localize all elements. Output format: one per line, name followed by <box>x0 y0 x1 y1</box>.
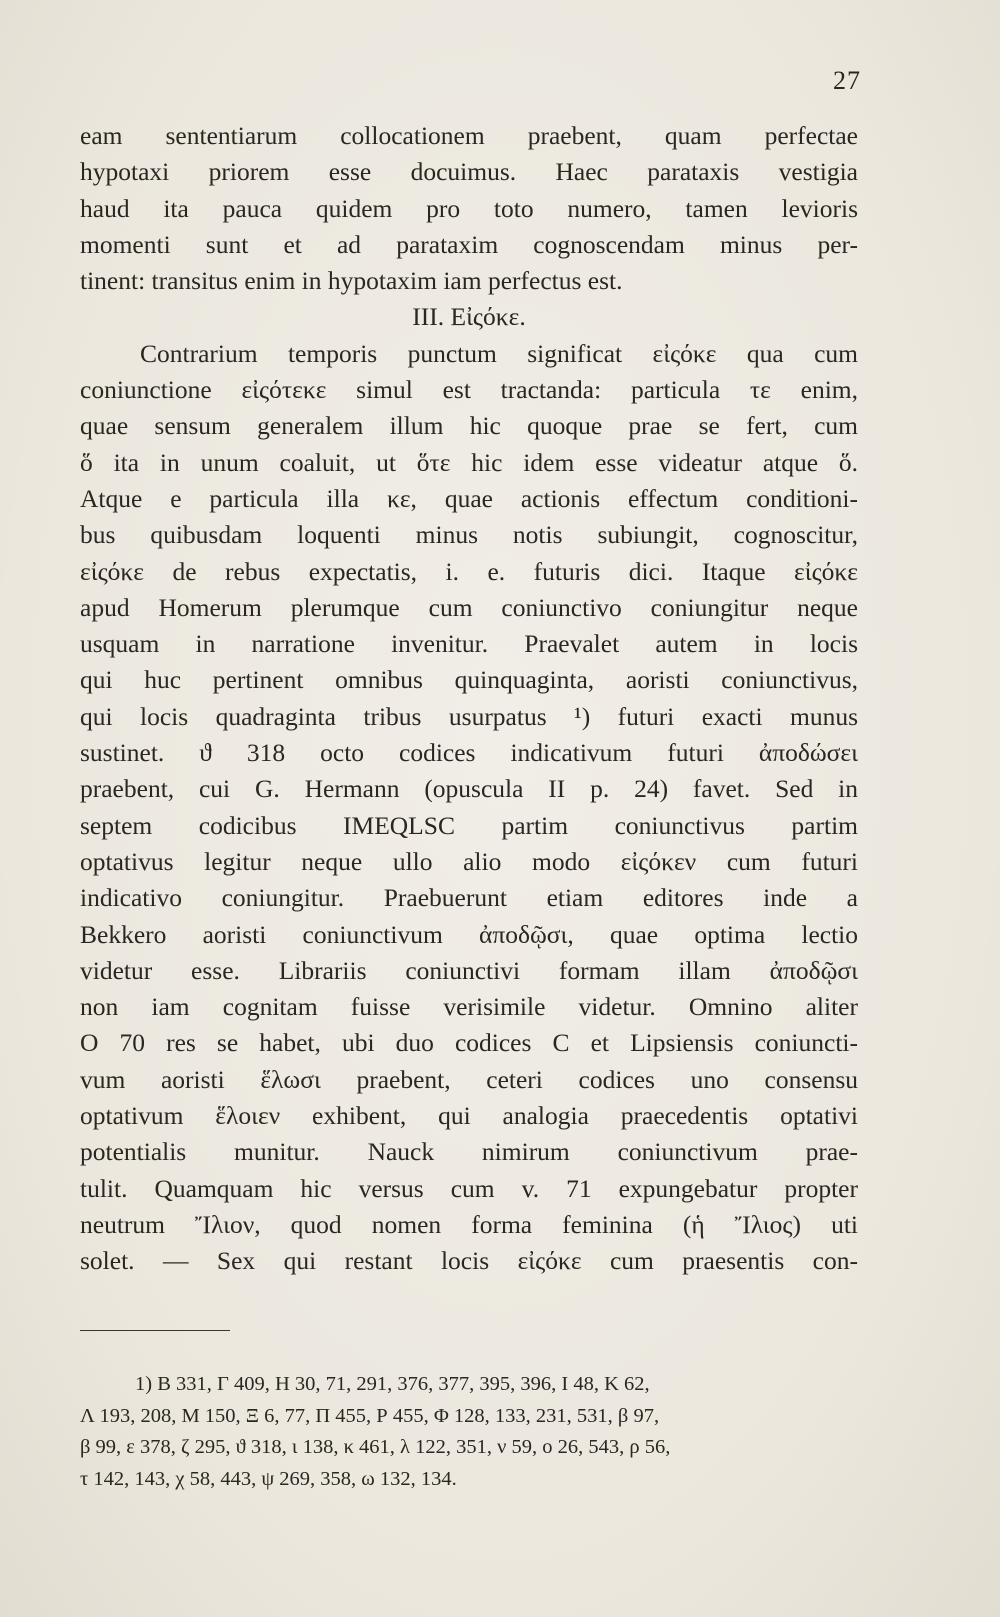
text-line: haud ita pauca quidem pro toto numero, tamen levioris <box>80 193 858 223</box>
text-line: potentialis munitur. Nauck nimirum coniunctivum prae- <box>80 1137 858 1167</box>
text-line: qui locis quadraginta tribus usurpatus ¹) futuri exacti munus <box>80 701 858 731</box>
text-line: tulit. Quamquam hic versus cum v. 71 expungebatur propter <box>80 1173 858 1203</box>
text-line: usquam in narratione invenitur. Praevalet autem in locis <box>80 629 858 659</box>
text-line: eam sententiarum collocationem praebent, quam perfectae <box>80 121 858 150</box>
text-line: qui huc pertinent omnibus quinquaginta, aoristi coniunctivus, <box>80 665 858 695</box>
text-line: hypotaxi priorem esse docuimus. Haec parataxis vestigia <box>80 157 858 187</box>
text-line: Atque e particula illa κε, quae actionis effectum conditioni- <box>80 483 858 513</box>
main-text <box>80 118 858 1280</box>
footnote-divider <box>80 1330 230 1331</box>
footnote-line: Λ 193, 208, Μ 150, Ξ 6, 77, Π 455, Ρ 455, Φ 128, 133, 231, 531, β 97, <box>80 1404 660 1427</box>
text-line: videtur esse. Librariis coniunctivi formam illam ἀποδῷσι <box>80 955 858 985</box>
text-line: Bekkero aoristi coniunctivum ἀποδῷσι, quae optima lectio <box>80 919 858 949</box>
footnote-line: 1) Β 331, Γ 409, Η 30, 71, 291, 376, 377, 395, 396, Ι 48, Κ 62, <box>135 1373 650 1395</box>
text-line: solet. — Sex qui restant locis εἰςόκε cum praesentis con- <box>80 1246 858 1276</box>
text-line: septem codicibus IMEQLSC partim coniunctivus partim <box>80 810 858 840</box>
text-line: momenti sunt et ad parataxim cognoscendam minus per- <box>80 229 858 259</box>
text-line: apud Homerum plerumque cum coniunctivo coniungitur neque <box>80 592 858 622</box>
text-line: εἰςόκε de rebus expectatis, i. e. futuris dici. Itaque εἰςόκε <box>80 556 858 586</box>
text-line: tinent: transitus enim in hypotaxim iam perfectus est. <box>80 266 623 296</box>
footnotes <box>80 1369 858 1495</box>
text-line: non iam cognitam fuisse verisimile videtur. Omnino aliter <box>80 992 858 1022</box>
footnote-line: β 99, ε 378, ζ 295, ϑ 318, ι 138, κ 461, λ 122, 351, ν 59, ο 26, 543, ρ 56, <box>80 1436 671 1458</box>
text-line: ὅ ita in unum coaluit, ut ὅτε hic idem esse videatur atque ὅ. <box>80 447 858 477</box>
section-heading: III. Εἰςόκε. <box>412 302 526 332</box>
footnote-line: τ 142, 143, χ 58, 443, ψ 269, 358, ω 132, 134. <box>80 1467 457 1490</box>
text-line: praebent, cui G. Hermann (opuscula II p. 24) favet. Sed in <box>80 774 858 804</box>
text-line: neutrum Ἴλιον, quod nomen forma feminina (ἡ Ἴλιος) uti <box>80 1209 858 1239</box>
text-line: optativum ἕλοιεν exhibent, qui analogia praecedentis optativi <box>80 1101 858 1131</box>
text-line: bus quibusdam loquenti minus notis subiungit, cognoscitur, <box>80 520 858 550</box>
text-line: Contrarium temporis punctum significat εἰςόκε qua cum <box>140 338 858 368</box>
text-line: coniunctione εἰςότεκε simul est tractanda: particula τε enim, <box>80 375 858 405</box>
text-line: quae sensum generalem illum hic quoque prae se fert, cum <box>80 411 858 441</box>
text-line: Ο 70 res se habet, ubi duo codices C et Lipsiensis coniuncti- <box>80 1028 858 1058</box>
text-line: optativus legitur neque ullo alio modo εἰςόκεν cum futuri <box>80 846 858 876</box>
text-line: vum aoristi ἕλωσι praebent, ceteri codices uno consensu <box>80 1064 858 1094</box>
page-number: 27 <box>833 66 861 95</box>
text-line: indicativo coniungitur. Praebuerunt etiam editores inde a <box>80 883 858 913</box>
text-line: sustinet. ϑ 318 octo codices indicativum futuri ἀποδώσει <box>80 738 858 768</box>
